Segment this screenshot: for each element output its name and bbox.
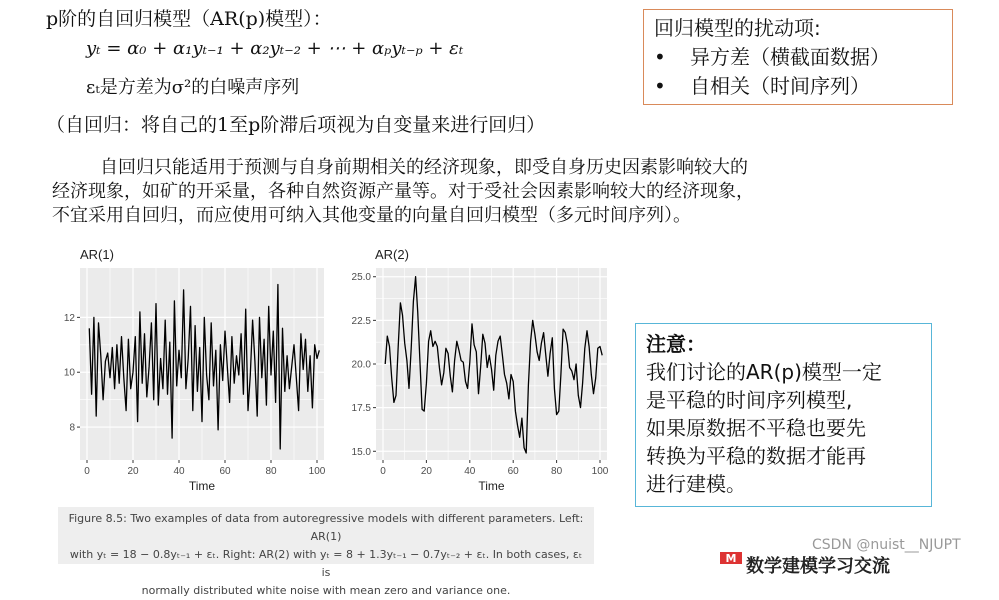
note-line: 如果原数据不平稳也要先	[646, 416, 866, 440]
note-line: 进行建模。	[646, 472, 746, 496]
bullet-icon: •	[654, 74, 666, 98]
y-tick-label: 8	[69, 422, 75, 434]
bullet-label: 异方差（横截面数据）	[690, 45, 890, 69]
caption-line: Figure 8.5: Two examples of data from autoregressive models with different parameters. Left: AR(1)	[68, 512, 584, 543]
chart-title: AR(2)	[375, 247, 409, 262]
logo-text: 数学建模学习交流	[746, 556, 890, 577]
model-title: p阶的自回归模型（AR(p)模型）：	[46, 8, 332, 30]
epsilon-note: εₜ是方差为σ²的白噪声序列	[86, 77, 300, 98]
x-tick-label: 100	[308, 466, 326, 477]
caption-line: normally distributed white noise with mean zero and variance one.	[141, 584, 511, 597]
bullet-icon: •	[654, 45, 666, 69]
disturbance-heading: 回归模型的扰动项:	[654, 16, 821, 40]
paragraph-line: 不宜采用自回归，而应使用可纳入其他变量的向量自回归模型（多元时间序列）。	[52, 205, 691, 226]
y-tick-label: 22.5	[351, 315, 371, 327]
note-line: 转换为平稳的数据才能再	[646, 444, 866, 468]
chart-title: AR(1)	[80, 247, 114, 262]
note-line: 我们讨论的AR(p)模型一定	[646, 360, 882, 384]
x-tick-label: 80	[551, 466, 563, 477]
bullet-item	[654, 43, 942, 72]
figure-caption	[58, 507, 594, 597]
x-tick-label: 40	[173, 466, 185, 477]
y-tick-label: 17.5	[351, 403, 371, 415]
y-tick-label: 15.0	[351, 446, 371, 458]
ar-equation: yₜ = α₀ + α₁yₜ₋₁ + α₂yₜ₋₂ + ⋯ + αₚyₜ₋ₚ + εₜ	[86, 38, 464, 59]
y-tick-label: 12	[63, 312, 75, 324]
ar-charts	[50, 240, 610, 502]
explanation-paragraph	[52, 156, 892, 228]
x-axis-label: Time	[478, 479, 505, 493]
x-tick-label: 0	[380, 466, 386, 477]
y-tick-label: 25.0	[351, 272, 371, 284]
logo-icon: M	[720, 552, 742, 564]
bullet-item	[654, 72, 942, 101]
x-tick-label: 100	[591, 466, 609, 477]
note-line: 是平稳的时间序列模型,	[646, 388, 853, 412]
y-tick-label: 20.0	[351, 359, 371, 371]
x-tick-label: 20	[420, 466, 432, 477]
x-tick-label: 0	[84, 466, 90, 477]
bullet-label: 自相关（时间序列）	[690, 74, 870, 98]
note-box	[635, 323, 932, 507]
x-tick-label: 80	[265, 466, 277, 477]
regression-note: （自回归：将自己的1至p阶滞后项视为自变量来进行回归）	[46, 114, 546, 136]
caption-line: with yₜ = 18 − 0.8yₜ₋₁ + εₜ. Right: AR(2) with yₜ = 8 + 1.3yₜ₋₁ − 0.7yₜ₋₂ + εₜ. In both cases, εₜ is	[69, 548, 583, 579]
x-tick-label: 20	[127, 466, 139, 477]
y-tick-label: 10	[63, 367, 75, 379]
x-tick-label: 40	[464, 466, 476, 477]
x-tick-label: 60	[219, 466, 231, 477]
disturbance-box	[643, 9, 953, 105]
paragraph-line: 自回归只能适用于预测与自身前期相关的经济现象，即受自身历史因素影响较大的	[100, 157, 748, 178]
watermark: CSDN @nuist__NJUPT	[812, 537, 961, 553]
logo	[720, 552, 890, 578]
paragraph-line: 经济现象，如矿的开采量，各种自然资源产量等。对于受社会因素影响较大的经济现象，	[52, 181, 754, 202]
x-axis-label: Time	[188, 479, 216, 493]
note-heading: 注意：	[646, 332, 706, 356]
x-tick-label: 60	[507, 466, 519, 477]
